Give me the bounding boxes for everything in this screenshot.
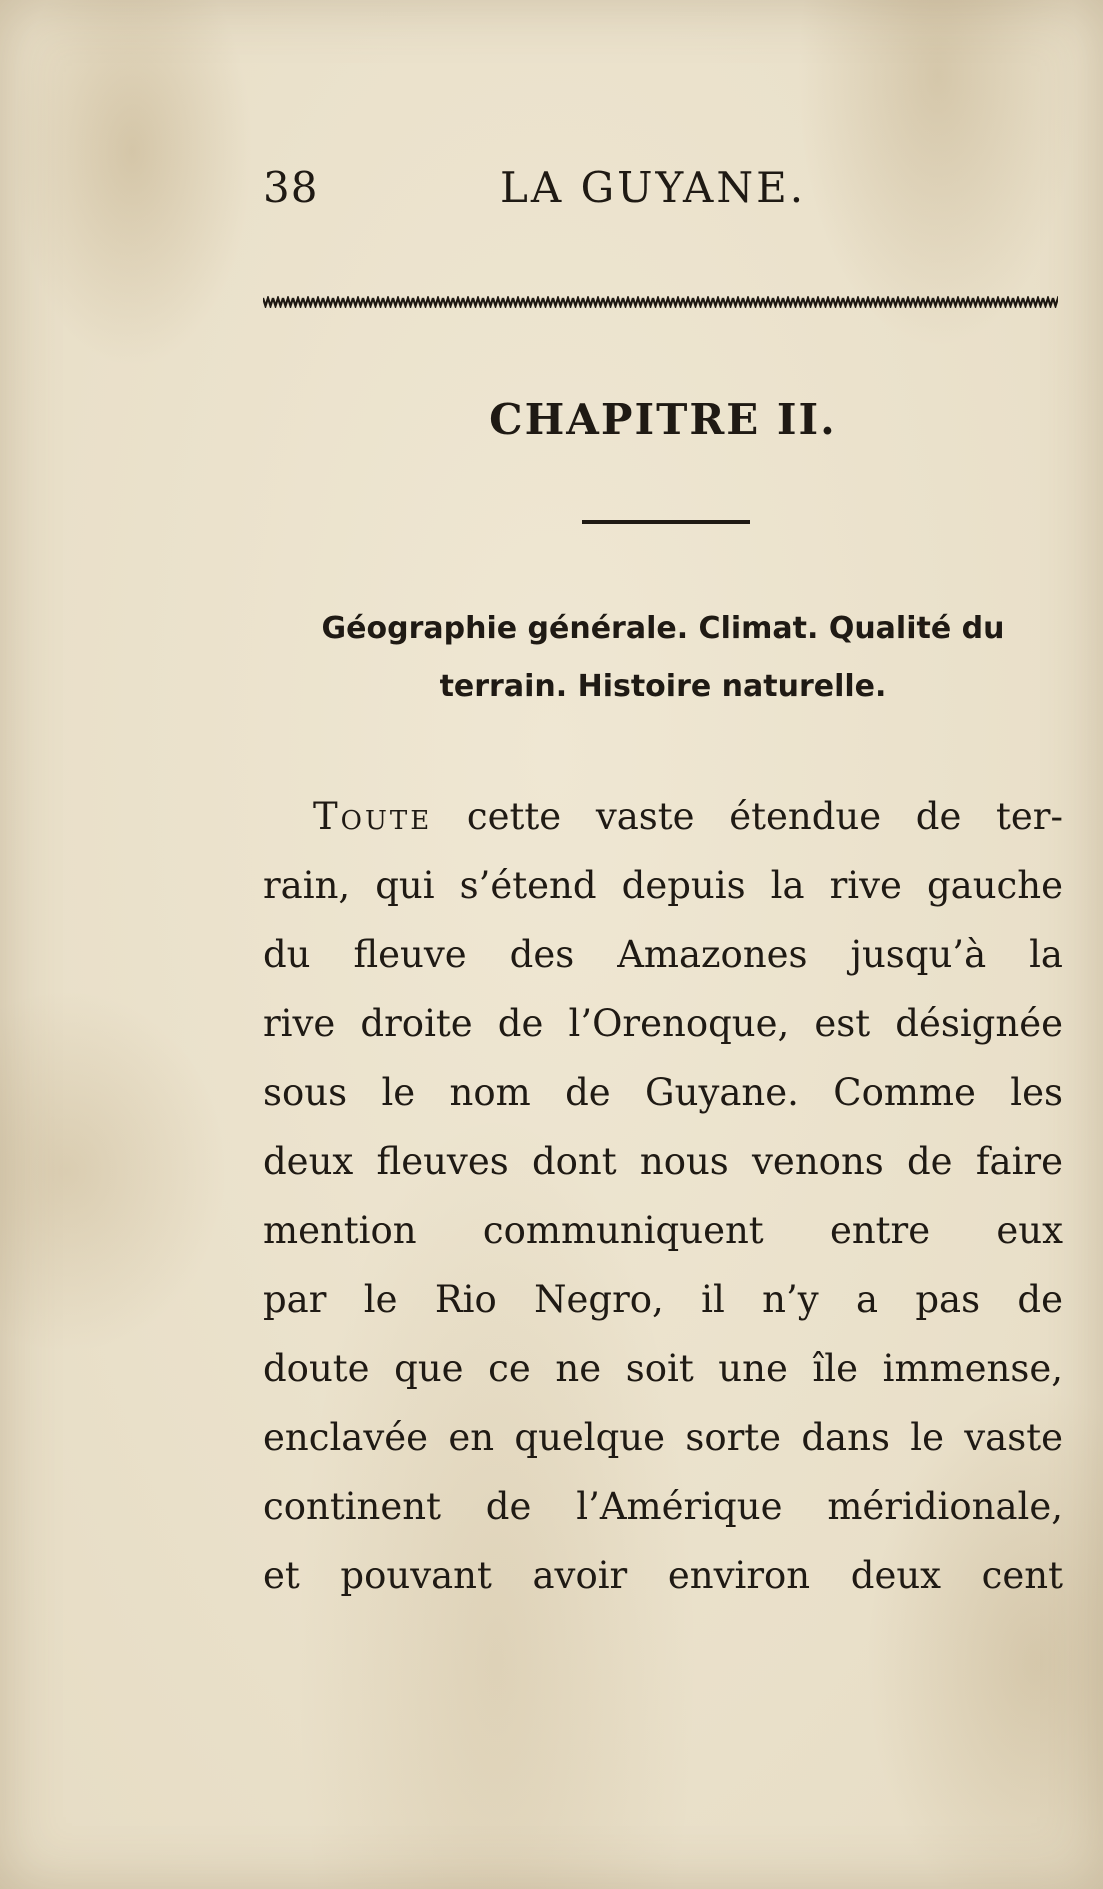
text-line [263,782,1063,851]
text-line: par le Rio Negro, il n’y a pas de [263,1278,1063,1321]
text-line: du fleuve des Amazones jusqu’à la [263,933,1063,976]
text-line: doute que ce ne soit une île immense, [263,1347,1063,1390]
text-line: et pouvant avoir environ deux cent [263,1554,1063,1597]
short-rule [582,520,750,524]
ornamental-rule [263,296,1058,308]
text-line-content: cette vaste étendue de ter- [466,795,1063,838]
body-text [263,782,1063,1610]
text-line: enclavée en quelque sorte dans le vaste [263,1416,1063,1459]
opening-word: Toute [313,795,433,838]
running-title: LA GUYANE. [500,163,807,212]
text-line: mention communiquent entre eux [263,1209,1063,1252]
page-number: 38 [263,163,319,212]
chapter-summary [263,600,1063,716]
text-line: rive droite de l’Orenoque, est désignée [263,1002,1063,1045]
chapter-heading: CHAPITRE II. [489,395,837,444]
text-line: sous le nom de Guyane. Comme les [263,1071,1063,1114]
text-line: rain, qui s’étend depuis la rive gauche [263,864,1063,907]
text-line: deux fleuves dont nous venons de faire [263,1140,1063,1183]
summary-line: terrain. Histoire naturelle. [439,669,887,704]
summary-line: Géographie générale. Climat. Qualité du [321,611,1005,646]
running-head [263,158,1063,218]
text-line: continent de l’Amérique méridionale, [263,1485,1063,1528]
